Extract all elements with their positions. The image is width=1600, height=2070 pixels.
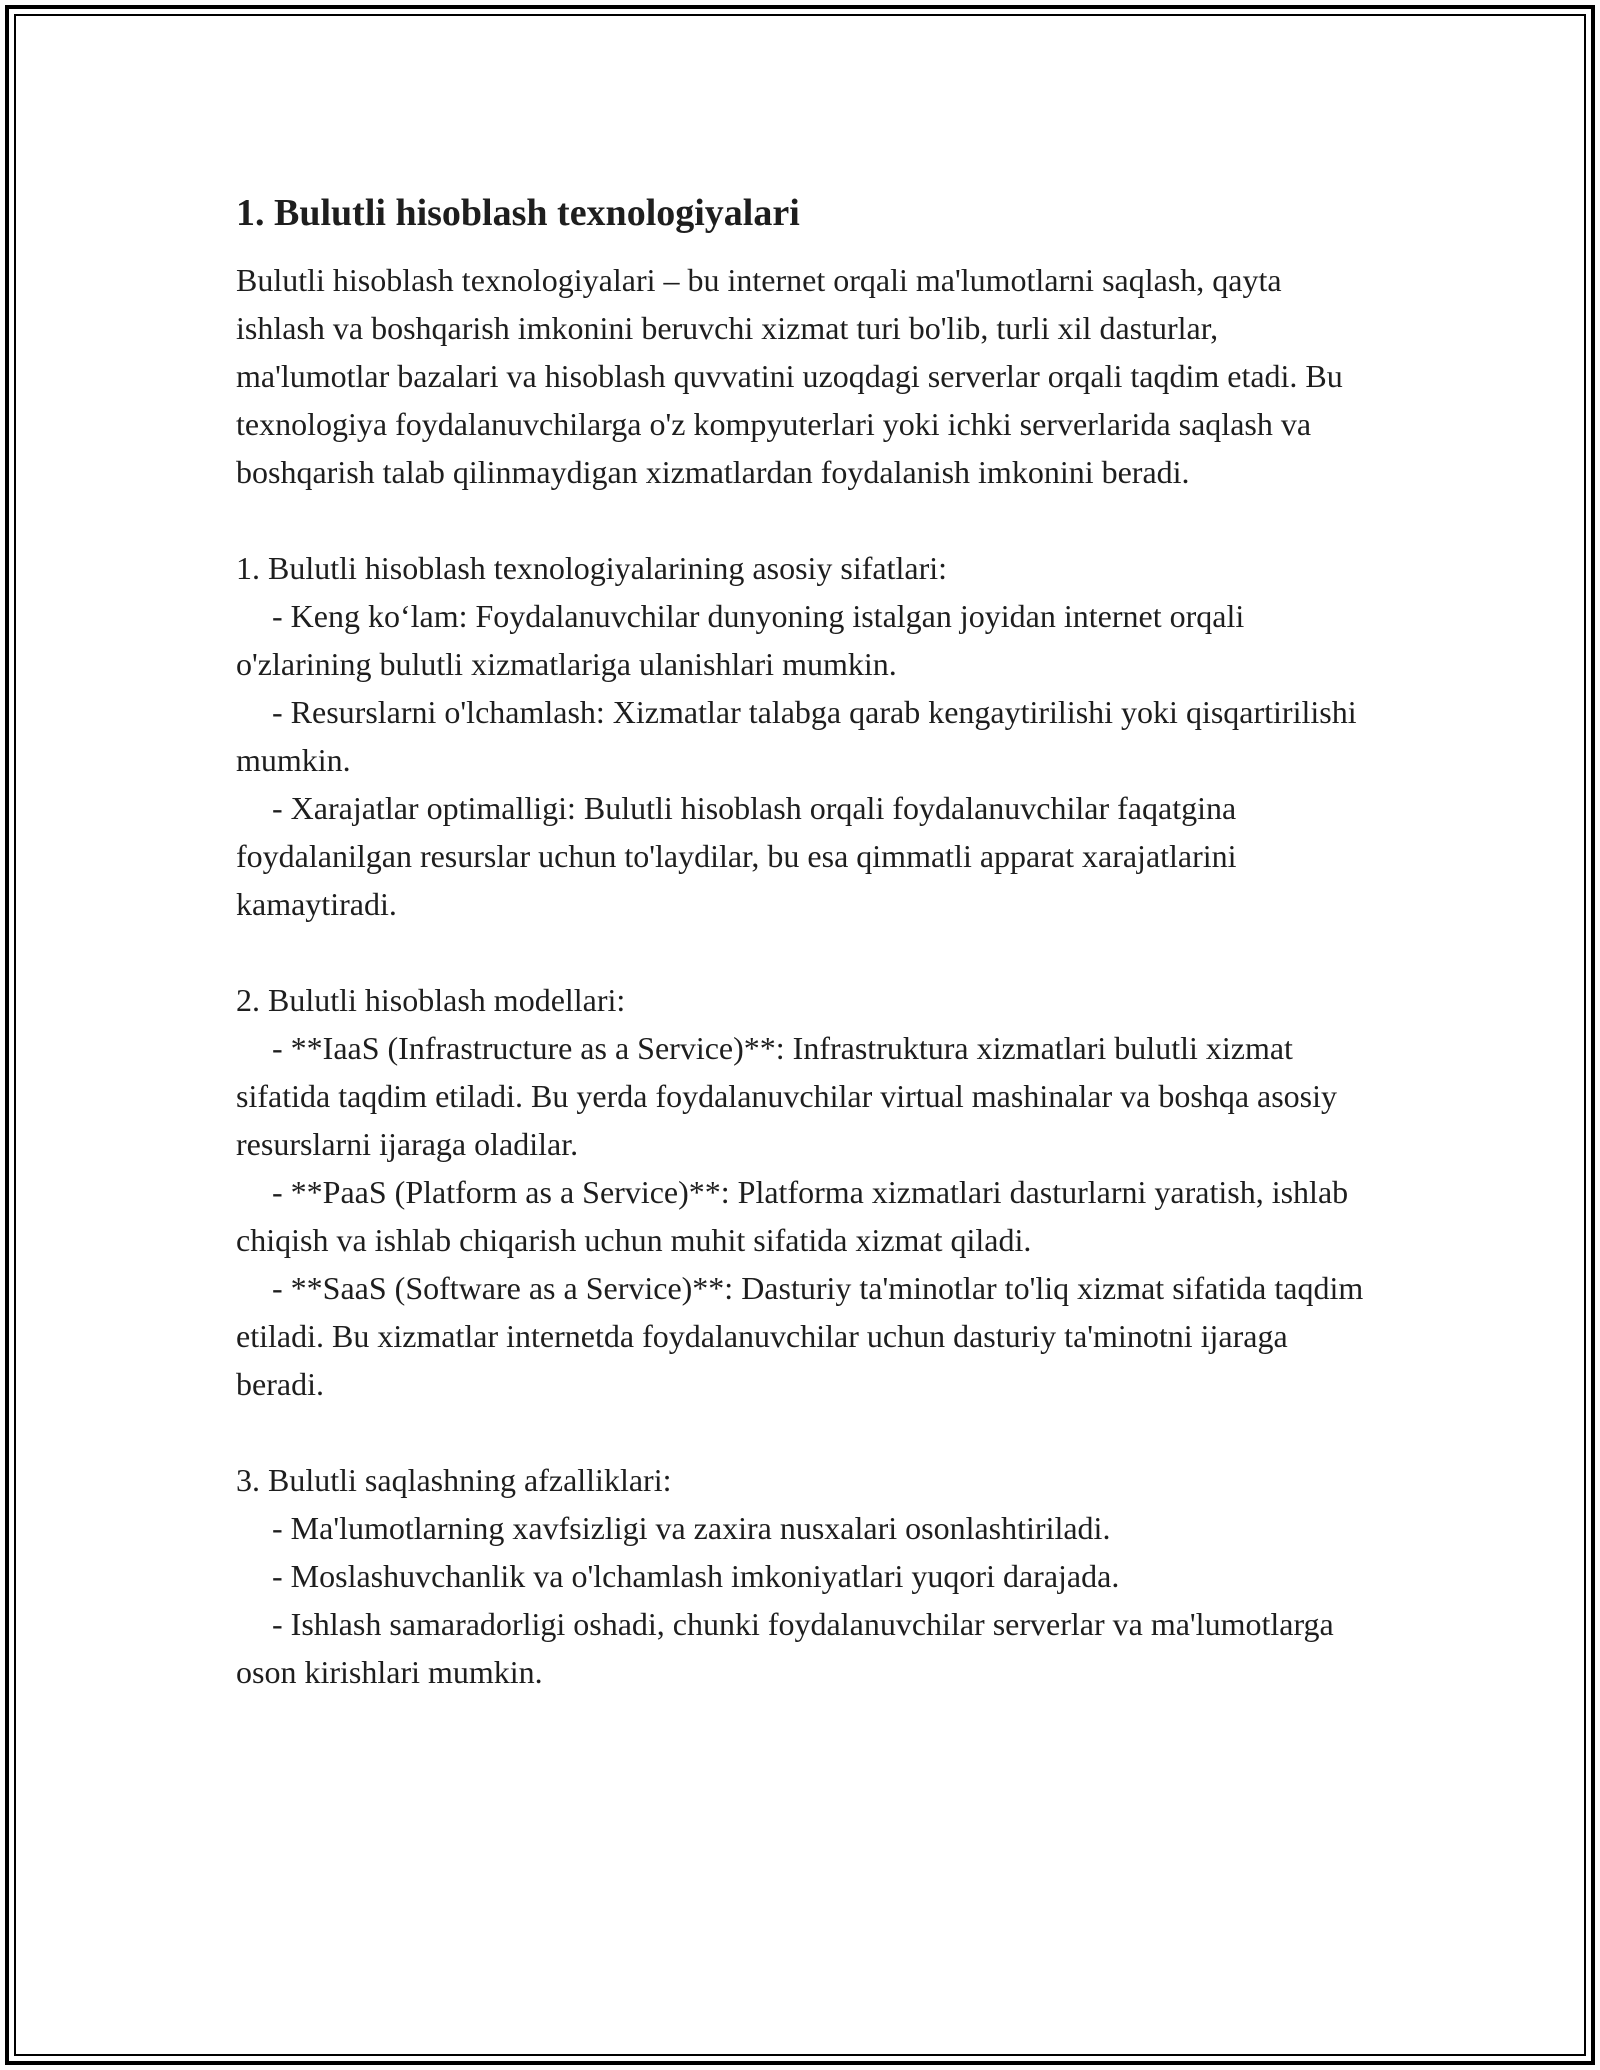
list-item: - Keng ko‘lam: Foydalanuvchilar dunyoning istalgan joyidan internet orqali o'zlarining bulutli xizmatlariga ulanishlari mumkin. — [236, 598, 1245, 682]
list-item: - Resurslarni o'lchamlash: Xizmatlar talabga qarab kengaytirilishi yoki qisqartirilishi mumkin. — [236, 694, 1357, 778]
list-item: - **SaaS (Software as a Service)**: Dasturiy ta'minotlar to'liq xizmat sifatida taqdim etiladi. Bu xizmatlar internetda foydalanuvchilar uchun dasturiy ta'minotni ijaraga beradi. — [236, 1270, 1364, 1402]
list-item: - Moslashuvchanlik va o'lchamlash imkoniyatlari yuqori darajada. — [272, 1558, 1120, 1594]
section-models — [236, 976, 1366, 1408]
document-body — [236, 186, 1366, 1696]
section-advantages — [236, 1456, 1366, 1696]
list-item: - Xarajatlar optimalligi: Bulutli hisoblash orqali foydalanuvchilar faqatgina foydalanilgan resurslar uchun to'laydilar, bu esa qimmatli apparat xarajatlarini kamaytiradi. — [236, 790, 1237, 922]
section-qualities — [236, 544, 1366, 928]
list-item: - **IaaS (Infrastructure as a Service)**: Infrastruktura xizmatlari bulutli xizmat sifatida taqdim etiladi. Bu yerda foydalanuvchilar virtual mashinalar va boshqa asosiy resurslarni ijaraga oladilar. — [236, 1030, 1338, 1162]
document-title: 1. Bulutli hisoblash texnologiyalari — [236, 192, 800, 234]
intro-paragraph: Bulutli hisoblash texnologiyalari – bu internet orqali ma'lumotlarni saqlash, qayta ishlash va boshqarish imkonini beruvchi xizmat turi bo'lib, turli xil dasturlar, ma'lumotlar bazalari va hisoblash quvvatini uzoqdagi serverlar orqali taqdim etadi. Bu texnologiya foydalanuvchilarga o'z kompyuterlari yoki ichki serverlarida saqlash va boshqarish talab qilinmaydigan xizmatlardan foydalanish imkonini beradi. — [236, 262, 1343, 490]
section-heading: 2. Bulutli hisoblash modellari: — [236, 982, 626, 1018]
list-item: - **PaaS (Platform as a Service)**: Platforma xizmatlari dasturlarni yaratish, ishlab chiqish va ishlab chiqarish uchun muhit sifatida xizmat qiladi. — [236, 1174, 1349, 1258]
list-item: - Ishlash samaradorligi oshadi, chunki foydalanuvchilar serverlar va ma'lumotlarga oson kirishlari mumkin. — [236, 1606, 1334, 1690]
list-item: - Ma'lumotlarning xavfsizligi va zaxira nusxalari osonlashtiriladi. — [272, 1510, 1111, 1546]
section-heading: 1. Bulutli hisoblash texnologiyalarining asosiy sifatlari: — [236, 550, 948, 586]
section-heading: 3. Bulutli saqlashning afzalliklari: — [236, 1462, 672, 1498]
